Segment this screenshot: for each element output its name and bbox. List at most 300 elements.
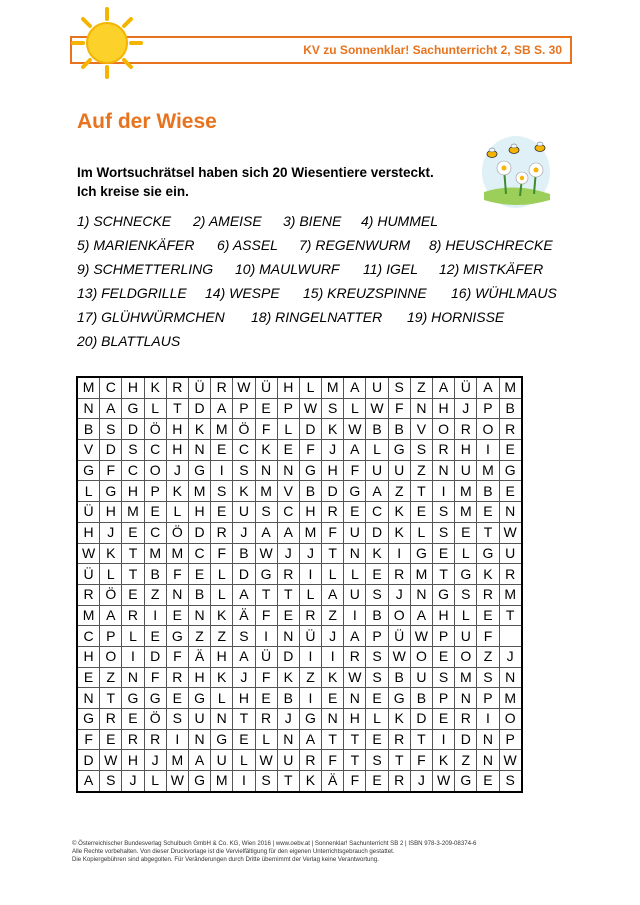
grid-cell[interactable]: Ö [100, 584, 122, 605]
grid-cell[interactable]: R [122, 729, 144, 750]
grid-cell[interactable]: E [410, 502, 432, 523]
grid-cell[interactable]: W [344, 667, 366, 688]
grid-cell[interactable]: D [366, 522, 388, 543]
grid-cell[interactable]: K [188, 419, 210, 440]
grid-cell[interactable]: L [299, 377, 321, 398]
grid-cell[interactable]: D [122, 419, 144, 440]
grid-cell[interactable]: N [188, 440, 210, 461]
grid-cell[interactable]: F [166, 564, 188, 585]
grid-cell[interactable]: O [455, 646, 477, 667]
grid-cell[interactable]: P [433, 626, 455, 647]
grid-cell[interactable]: I [388, 543, 410, 564]
grid-cell[interactable]: R [77, 584, 100, 605]
grid-cell[interactable]: M [255, 481, 277, 502]
grid-cell[interactable]: J [277, 543, 299, 564]
grid-cell[interactable]: K [433, 750, 455, 771]
grid-cell[interactable]: P [433, 688, 455, 709]
grid-cell[interactable]: F [255, 419, 277, 440]
grid-cell[interactable]: E [144, 626, 166, 647]
grid-cell[interactable]: L [211, 564, 233, 585]
grid-cell[interactable]: V [277, 481, 299, 502]
grid-cell[interactable]: R [277, 564, 299, 585]
grid-cell[interactable]: I [433, 729, 455, 750]
grid-cell[interactable]: M [77, 377, 100, 398]
grid-cell[interactable]: J [122, 771, 144, 792]
grid-cell[interactable]: O [388, 605, 410, 626]
grid-cell[interactable]: E [277, 605, 299, 626]
grid-cell[interactable]: E [211, 502, 233, 523]
grid-cell[interactable]: N [166, 584, 188, 605]
grid-cell[interactable]: M [455, 481, 477, 502]
grid-cell[interactable]: B [388, 667, 410, 688]
grid-cell[interactable]: T [166, 398, 188, 419]
grid-cell[interactable]: L [322, 564, 344, 585]
grid-cell[interactable]: R [344, 646, 366, 667]
grid-cell[interactable]: A [366, 481, 388, 502]
grid-cell[interactable]: T [477, 522, 499, 543]
grid-cell[interactable]: T [433, 564, 455, 585]
grid-cell[interactable]: W [433, 771, 455, 792]
grid-cell[interactable]: E [344, 502, 366, 523]
grid-cell[interactable]: T [344, 750, 366, 771]
grid-cell[interactable]: K [211, 667, 233, 688]
grid-cell[interactable]: E [433, 646, 455, 667]
grid-cell[interactable]: R [100, 709, 122, 730]
grid-cell[interactable]: F [322, 522, 344, 543]
grid-cell[interactable]: J [410, 771, 432, 792]
grid-cell[interactable]: Ä [188, 646, 210, 667]
grid-cell[interactable]: U [211, 750, 233, 771]
grid-cell[interactable]: U [455, 626, 477, 647]
grid-cell[interactable]: R [211, 377, 233, 398]
grid-cell[interactable]: B [388, 419, 410, 440]
grid-cell[interactable]: C [77, 626, 100, 647]
grid-cell[interactable]: D [100, 440, 122, 461]
grid-cell[interactable]: A [233, 584, 255, 605]
grid-cell[interactable]: W [255, 750, 277, 771]
grid-cell[interactable]: A [277, 522, 299, 543]
grid-cell[interactable]: G [388, 440, 410, 461]
grid-cell[interactable]: N [122, 667, 144, 688]
grid-cell[interactable]: K [388, 522, 410, 543]
grid-cell[interactable]: G [410, 543, 432, 564]
grid-cell[interactable]: F [388, 398, 410, 419]
grid-cell[interactable]: E [122, 522, 144, 543]
grid-cell[interactable]: N [499, 667, 522, 688]
grid-cell[interactable]: D [188, 522, 210, 543]
grid-cell[interactable]: S [366, 646, 388, 667]
grid-cell[interactable]: N [255, 460, 277, 481]
grid-cell[interactable]: F [299, 440, 321, 461]
grid-cell[interactable]: S [499, 771, 522, 792]
grid-cell[interactable]: D [410, 709, 432, 730]
grid-cell[interactable]: J [388, 584, 410, 605]
grid-cell[interactable]: A [410, 605, 432, 626]
grid-cell[interactable]: G [477, 543, 499, 564]
grid-cell[interactable]: U [499, 543, 522, 564]
grid-cell[interactable]: Ü [255, 646, 277, 667]
grid-cell[interactable]: H [277, 377, 299, 398]
grid-cell[interactable]: B [277, 688, 299, 709]
grid-cell[interactable]: E [477, 605, 499, 626]
grid-cell[interactable]: E [122, 709, 144, 730]
grid-cell[interactable]: M [77, 605, 100, 626]
grid-cell[interactable]: J [166, 460, 188, 481]
grid-cell[interactable]: S [100, 419, 122, 440]
grid-cell[interactable]: D [233, 564, 255, 585]
grid-cell[interactable]: T [100, 688, 122, 709]
grid-cell[interactable]: E [477, 502, 499, 523]
grid-cell[interactable]: G [77, 709, 100, 730]
grid-cell[interactable]: P [233, 398, 255, 419]
grid-cell[interactable]: L [455, 605, 477, 626]
grid-cell[interactable]: M [455, 667, 477, 688]
grid-cell[interactable]: T [277, 771, 299, 792]
grid-cell[interactable]: E [499, 440, 522, 461]
grid-cell[interactable]: F [144, 667, 166, 688]
grid-cell[interactable]: S [233, 460, 255, 481]
grid-cell[interactable]: H [77, 646, 100, 667]
grid-cell[interactable]: Ü [77, 564, 100, 585]
grid-cell[interactable]: Ä [233, 605, 255, 626]
grid-cell[interactable]: L [277, 419, 299, 440]
grid-cell[interactable]: G [299, 460, 321, 481]
grid-cell[interactable]: N [344, 543, 366, 564]
grid-cell[interactable]: T [499, 605, 522, 626]
grid-cell[interactable]: R [299, 750, 321, 771]
grid-cell[interactable]: K [366, 543, 388, 564]
grid-cell[interactable]: R [144, 729, 166, 750]
grid-cell[interactable]: T [322, 729, 344, 750]
grid-cell[interactable]: I [433, 481, 455, 502]
grid-cell[interactable]: J [100, 522, 122, 543]
grid-cell[interactable]: S [255, 771, 277, 792]
grid-cell[interactable]: E [233, 729, 255, 750]
grid-cell[interactable]: W [77, 543, 100, 564]
grid-cell[interactable]: T [410, 729, 432, 750]
grid-cell[interactable]: N [499, 502, 522, 523]
grid-cell[interactable]: L [77, 481, 100, 502]
grid-cell[interactable]: D [277, 646, 299, 667]
grid-cell[interactable]: T [322, 543, 344, 564]
grid-cell[interactable]: I [299, 688, 321, 709]
grid-cell[interactable]: A [344, 440, 366, 461]
grid-cell[interactable]: N [455, 688, 477, 709]
grid-cell[interactable]: G [166, 626, 188, 647]
grid-cell[interactable]: G [455, 564, 477, 585]
grid-cell[interactable]: N [322, 709, 344, 730]
grid-cell[interactable]: A [188, 750, 210, 771]
grid-cell[interactable]: M [410, 564, 432, 585]
grid-cell[interactable]: B [144, 564, 166, 585]
grid-cell[interactable]: J [455, 398, 477, 419]
grid-cell[interactable]: S [433, 522, 455, 543]
grid-cell[interactable]: F [477, 626, 499, 647]
grid-cell[interactable]: H [233, 688, 255, 709]
grid-cell[interactable]: N [277, 460, 299, 481]
grid-cell[interactable]: M [499, 584, 522, 605]
grid-cell[interactable]: F [344, 460, 366, 481]
grid-cell[interactable]: B [77, 419, 100, 440]
grid-cell[interactable]: E [188, 564, 210, 585]
grid-cell[interactable]: K [322, 667, 344, 688]
grid-cell[interactable]: G [122, 688, 144, 709]
grid-cell[interactable]: W [255, 543, 277, 564]
grid-cell[interactable]: T [410, 481, 432, 502]
grid-cell[interactable]: J [233, 667, 255, 688]
grid-cell[interactable]: W [366, 398, 388, 419]
grid-cell[interactable]: L [255, 729, 277, 750]
grid-cell[interactable]: G [188, 771, 210, 792]
grid-cell[interactable]: V [410, 419, 432, 440]
grid-cell[interactable]: E [166, 688, 188, 709]
grid-cell[interactable]: Z [388, 481, 410, 502]
grid-cell[interactable]: M [144, 543, 166, 564]
grid-cell[interactable]: R [255, 709, 277, 730]
grid-cell[interactable]: I [322, 646, 344, 667]
grid-cell[interactable]: L [100, 564, 122, 585]
grid-cell[interactable]: U [455, 460, 477, 481]
grid-cell[interactable]: N [188, 605, 210, 626]
grid-cell[interactable]: D [77, 750, 100, 771]
grid-cell[interactable]: W [299, 398, 321, 419]
grid-cell[interactable]: P [477, 688, 499, 709]
grid-cell[interactable]: Z [100, 667, 122, 688]
grid-cell[interactable]: L [455, 543, 477, 564]
grid-cell[interactable]: Ü [455, 377, 477, 398]
grid-cell[interactable]: K [211, 605, 233, 626]
grid-cell[interactable]: S [477, 667, 499, 688]
grid-cell[interactable]: C [233, 440, 255, 461]
grid-cell[interactable]: T [122, 564, 144, 585]
grid-cell[interactable]: D [322, 481, 344, 502]
grid-cell[interactable]: A [100, 398, 122, 419]
grid-cell[interactable]: E [122, 584, 144, 605]
grid-cell[interactable]: Z [299, 667, 321, 688]
grid-cell[interactable]: H [433, 398, 455, 419]
grid-cell[interactable]: H [433, 605, 455, 626]
grid-cell[interactable]: H [344, 709, 366, 730]
grid-cell[interactable]: W [100, 750, 122, 771]
grid-cell[interactable]: U [366, 460, 388, 481]
grid-cell[interactable]: C [144, 440, 166, 461]
grid-cell[interactable]: T [255, 584, 277, 605]
grid-cell[interactable]: F [100, 460, 122, 481]
grid-cell[interactable]: R [388, 729, 410, 750]
grid-cell[interactable]: K [255, 440, 277, 461]
grid-cell[interactable]: M [499, 688, 522, 709]
grid-cell[interactable]: A [433, 377, 455, 398]
grid-cell[interactable]: R [499, 419, 522, 440]
grid-cell[interactable]: H [122, 750, 144, 771]
grid-cell[interactable]: N [188, 729, 210, 750]
grid-cell[interactable]: Z [211, 626, 233, 647]
grid-cell[interactable]: L [366, 709, 388, 730]
grid-cell[interactable]: H [455, 440, 477, 461]
grid-cell[interactable]: Ä [322, 771, 344, 792]
grid-cell[interactable]: L [344, 398, 366, 419]
grid-cell[interactable]: Ü [299, 626, 321, 647]
grid-cell[interactable]: M [166, 750, 188, 771]
grid-cell[interactable]: G [299, 709, 321, 730]
grid-cell[interactable]: L [366, 440, 388, 461]
grid-cell[interactable]: P [100, 626, 122, 647]
grid-cell[interactable]: E [499, 481, 522, 502]
grid-cell[interactable]: C [366, 502, 388, 523]
grid-cell[interactable]: H [166, 419, 188, 440]
grid-cell[interactable]: I [299, 646, 321, 667]
grid-cell[interactable]: H [122, 481, 144, 502]
grid-cell[interactable]: U [366, 377, 388, 398]
grid-cell[interactable]: O [410, 646, 432, 667]
grid-cell[interactable]: H [122, 377, 144, 398]
grid-cell[interactable]: N [277, 626, 299, 647]
grid-cell[interactable]: D [299, 419, 321, 440]
grid-cell[interactable]: F [166, 646, 188, 667]
grid-cell[interactable]: N [410, 584, 432, 605]
grid-cell[interactable]: C [122, 460, 144, 481]
grid-cell[interactable]: R [299, 605, 321, 626]
grid-cell[interactable]: E [166, 605, 188, 626]
grid-cell[interactable]: R [388, 771, 410, 792]
grid-cell[interactable]: A [77, 771, 100, 792]
grid-cell[interactable]: W [388, 646, 410, 667]
grid-cell[interactable]: S [100, 771, 122, 792]
grid-cell[interactable]: E [211, 440, 233, 461]
grid-cell[interactable]: R [499, 564, 522, 585]
grid-cell[interactable]: A [344, 377, 366, 398]
grid-cell[interactable]: B [477, 481, 499, 502]
grid-cell[interactable]: F [344, 771, 366, 792]
grid-cell[interactable]: H [299, 502, 321, 523]
grid-cell[interactable]: N [477, 729, 499, 750]
grid-cell[interactable]: R [455, 419, 477, 440]
grid-cell[interactable]: G [344, 481, 366, 502]
grid-cell[interactable]: J [277, 709, 299, 730]
grid-cell[interactable]: S [388, 377, 410, 398]
grid-cell[interactable]: F [322, 750, 344, 771]
grid-cell[interactable]: A [100, 605, 122, 626]
grid-cell[interactable]: B [366, 605, 388, 626]
grid-cell[interactable]: I [344, 605, 366, 626]
grid-cell[interactable]: W [233, 377, 255, 398]
grid-cell[interactable]: B [188, 584, 210, 605]
grid-cell[interactable]: U [188, 709, 210, 730]
grid-cell[interactable]: B [233, 543, 255, 564]
grid-cell[interactable]: N [410, 398, 432, 419]
grid-cell[interactable]: D [144, 646, 166, 667]
grid-cell[interactable]: B [499, 398, 522, 419]
grid-cell[interactable]: N [77, 398, 100, 419]
grid-cell[interactable]: R [455, 709, 477, 730]
grid-cell[interactable]: S [322, 398, 344, 419]
grid-cell[interactable]: G [455, 771, 477, 792]
grid-cell[interactable]: G [77, 460, 100, 481]
grid-cell[interactable]: G [144, 688, 166, 709]
grid-cell[interactable]: S [233, 626, 255, 647]
grid-cell[interactable]: F [255, 605, 277, 626]
grid-cell[interactable]: E [255, 688, 277, 709]
grid-cell[interactable]: G [499, 460, 522, 481]
grid-cell[interactable]: R [166, 667, 188, 688]
grid-cell[interactable]: L [144, 398, 166, 419]
grid-cell[interactable]: U [344, 584, 366, 605]
grid-cell[interactable]: F [211, 543, 233, 564]
grid-cell[interactable]: L [122, 626, 144, 647]
grid-cell[interactable]: Ö [144, 419, 166, 440]
grid-cell[interactable]: K [144, 377, 166, 398]
grid-cell[interactable]: Z [410, 377, 432, 398]
grid-cell[interactable]: T [122, 543, 144, 564]
grid-cell[interactable]: W [410, 626, 432, 647]
grid-cell[interactable]: M [211, 771, 233, 792]
grid-cell[interactable]: Ö [166, 522, 188, 543]
grid-cell[interactable]: O [477, 419, 499, 440]
grid-cell[interactable]: P [144, 481, 166, 502]
grid-cell[interactable]: B [410, 688, 432, 709]
grid-cell[interactable]: Z [477, 646, 499, 667]
grid-cell[interactable]: S [410, 440, 432, 461]
grid-cell[interactable]: S [433, 667, 455, 688]
grid-cell[interactable]: G [100, 481, 122, 502]
grid-cell[interactable]: L [211, 688, 233, 709]
grid-cell[interactable]: O [100, 646, 122, 667]
grid-cell[interactable]: S [211, 481, 233, 502]
grid-cell[interactable]: I [166, 729, 188, 750]
grid-cell[interactable]: Ü [188, 377, 210, 398]
grid-cell[interactable]: Z [188, 626, 210, 647]
grid-cell[interactable]: K [322, 419, 344, 440]
grid-cell[interactable]: F [255, 667, 277, 688]
grid-cell[interactable]: N [433, 460, 455, 481]
grid-cell[interactable]: U [233, 502, 255, 523]
grid-cell[interactable]: A [344, 626, 366, 647]
grid-cell[interactable]: T [344, 729, 366, 750]
grid-cell[interactable]: K [299, 771, 321, 792]
grid-cell[interactable]: A [255, 522, 277, 543]
grid-cell[interactable]: D [455, 729, 477, 750]
grid-cell[interactable]: S [366, 584, 388, 605]
grid-cell[interactable]: Ü [77, 502, 100, 523]
grid-cell[interactable]: B [299, 481, 321, 502]
grid-cell[interactable]: U [410, 667, 432, 688]
grid-cell[interactable]: I [477, 709, 499, 730]
grid-cell[interactable]: P [499, 729, 522, 750]
grid-cell[interactable]: R [433, 440, 455, 461]
grid-cell[interactable]: U [277, 750, 299, 771]
grid-cell[interactable]: L [410, 522, 432, 543]
grid-cell[interactable]: N [77, 688, 100, 709]
grid-cell[interactable]: R [166, 377, 188, 398]
grid-cell[interactable]: E [255, 398, 277, 419]
grid-cell[interactable]: M [455, 502, 477, 523]
grid-cell[interactable]: L [344, 564, 366, 585]
grid-cell[interactable]: E [77, 667, 100, 688]
grid-cell[interactable]: J [144, 750, 166, 771]
grid-cell[interactable]: E [366, 771, 388, 792]
grid-cell[interactable]: M [299, 522, 321, 543]
grid-cell[interactable]: L [144, 771, 166, 792]
grid-cell[interactable]: Ö [144, 709, 166, 730]
grid-cell[interactable]: K [233, 481, 255, 502]
grid-cell[interactable]: H [166, 440, 188, 461]
grid-cell[interactable]: K [388, 709, 410, 730]
grid-cell[interactable]: A [233, 646, 255, 667]
grid-cell[interactable]: Z [144, 584, 166, 605]
grid-cell[interactable]: E [366, 688, 388, 709]
grid-cell[interactable]: C [144, 522, 166, 543]
grid-cell[interactable]: E [366, 564, 388, 585]
